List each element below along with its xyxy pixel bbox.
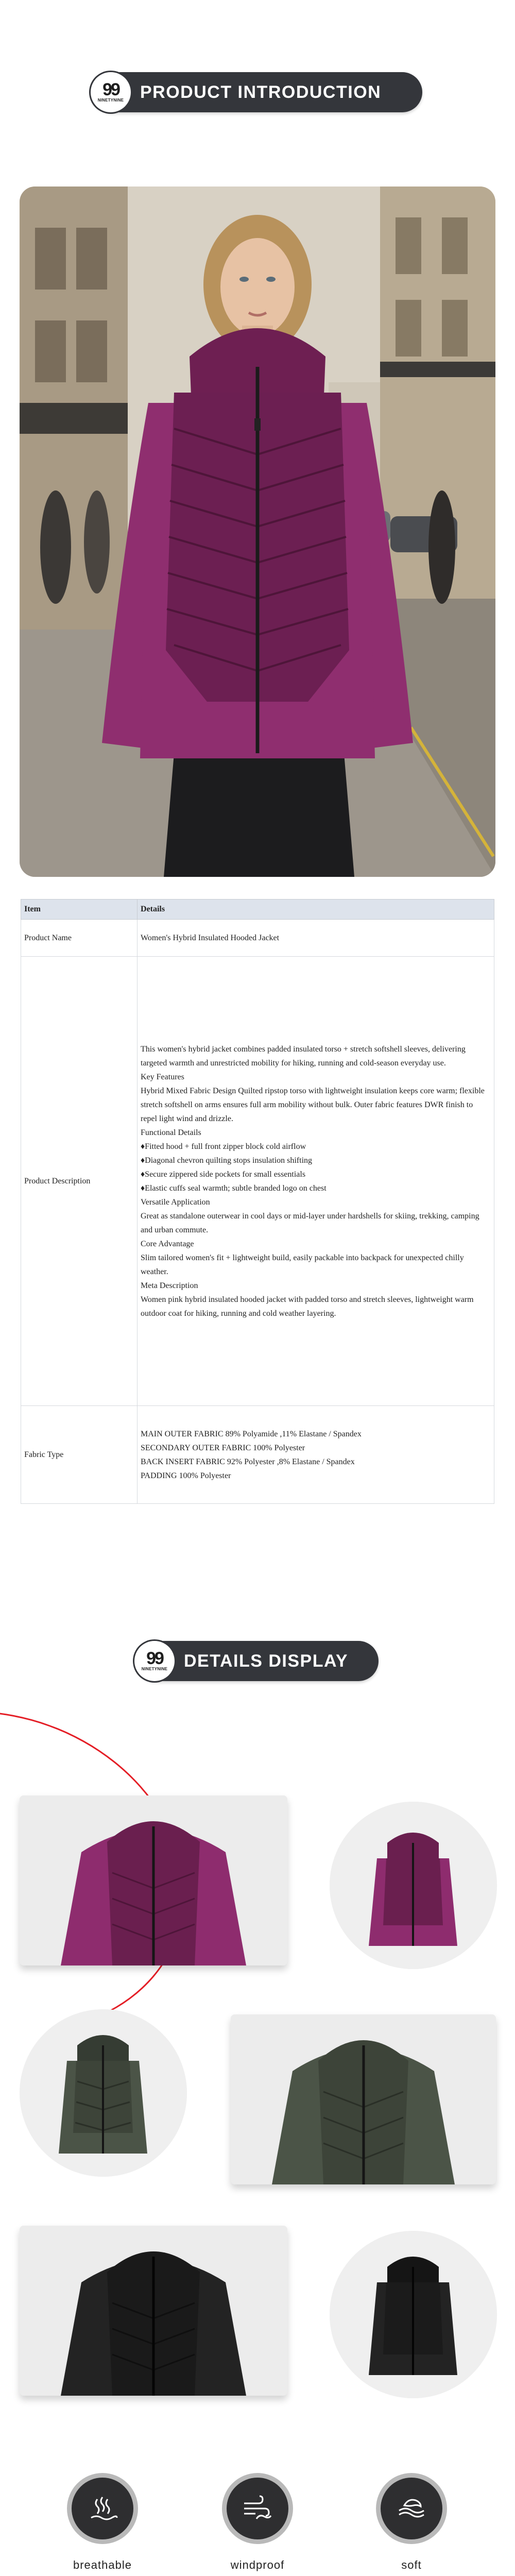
description-line: ♦Secure zippered side pockets for small essentials bbox=[141, 1170, 306, 1179]
description-line: Women pink hybrid insulated hooded jacket with padded torso and stretch sleeves, lightweight warm outdoor coat for hiking, running and cold weather layering. bbox=[141, 1295, 474, 1318]
gallery-image-magenta-closeup bbox=[20, 1795, 287, 1965]
section-header-details bbox=[136, 1641, 379, 1681]
feature-soft bbox=[360, 2473, 463, 2572]
table-row bbox=[21, 1406, 494, 1504]
breathable-icon bbox=[87, 2493, 118, 2524]
row-label-description: Product Description bbox=[21, 957, 138, 1406]
description-line: Functional Details bbox=[141, 1128, 201, 1137]
feature-label: windproof bbox=[230, 2558, 285, 2571]
description-line: Hybrid Mixed Fabric Design Quilted ripstop torso with lightweight insulation keeps core warm; flexible stretch softshell on arms ensures full arm mobility without bulk. Outer fabric features DWR finish to repel light wind and drizzle. bbox=[141, 1086, 485, 1123]
fabric-line: MAIN OUTER FABRIC 89% Polyamide ,11% Elastane / Spandex bbox=[141, 1429, 362, 1438]
feature-breathable bbox=[51, 2473, 154, 2572]
description-line: This women's hybrid jacket combines padded insulated torso + stretch softshell sleeves, delivering targeted warmth and unrestricted mobility for hiking, running and cold-season everyday use. bbox=[141, 1044, 466, 1067]
row-label-product-name: Product Name bbox=[21, 920, 138, 957]
description-line: Great as standalone outerwear in cool days or mid-layer under hardshells for skiing, trekking, camping and urban commute. bbox=[141, 1211, 479, 1234]
description-line: Key Features bbox=[141, 1072, 184, 1081]
table-header-details: Details bbox=[138, 900, 494, 920]
gallery-image-black-closeup bbox=[20, 2226, 287, 2396]
gallery-image-olive-closeup bbox=[231, 2014, 496, 2184]
brand-logo: 99 NINETYNINE bbox=[91, 72, 131, 112]
feature-label: soft bbox=[401, 2558, 422, 2571]
hero-product-photo bbox=[20, 187, 495, 877]
description-line: ♦Elastic cuffs seal warmth; subtle branded logo on chest bbox=[141, 1183, 327, 1193]
fabric-line: PADDING 100% Polyester bbox=[141, 1471, 231, 1480]
product-name-value: Women's Hybrid Insulated Hooded Jacket bbox=[138, 920, 494, 957]
gallery-image-olive-full bbox=[20, 2009, 187, 2177]
section-header-intro bbox=[93, 72, 422, 112]
fabric-type-value bbox=[138, 1406, 494, 1504]
feature-windproof bbox=[206, 2473, 309, 2572]
fabric-line: BACK INSERT FABRIC 92% Polyester ,8% Elastane / Spandex bbox=[141, 1457, 355, 1466]
feature-label: breathable bbox=[73, 2558, 132, 2571]
soft-icon bbox=[395, 2493, 428, 2524]
description-line: Slim tailored women's fit + lightweight build, easily packable into backpack for unexpected chilly weather. bbox=[141, 1253, 464, 1276]
description-line: Meta Description bbox=[141, 1281, 198, 1290]
table-header-item: Item bbox=[21, 900, 138, 920]
table-row bbox=[21, 920, 494, 957]
product-spec-table bbox=[21, 899, 494, 1504]
description-line: ♦Fitted hood + full front zipper block cold airflow bbox=[141, 1142, 306, 1151]
section-title-details: DETAILS DISPLAY bbox=[184, 1651, 349, 1671]
gallery-image-magenta-full bbox=[330, 1802, 497, 1969]
table-header-row bbox=[21, 900, 494, 920]
gallery-image-black-full bbox=[330, 2231, 497, 2398]
fabric-line: SECONDARY OUTER FABRIC 100% Polyester bbox=[141, 1443, 305, 1452]
section-title-intro: PRODUCT INTRODUCTION bbox=[140, 82, 382, 102]
product-description-value bbox=[138, 957, 494, 1406]
description-line: ♦Diagonal chevron quilting stops insulation shifting bbox=[141, 1156, 313, 1165]
brand-logo: 99 NINETYNINE bbox=[134, 1641, 175, 1681]
description-line: Versatile Application bbox=[141, 1197, 210, 1207]
row-label-fabric: Fabric Type bbox=[21, 1406, 138, 1504]
table-row bbox=[21, 957, 494, 1406]
description-line: Core Advantage bbox=[141, 1239, 194, 1248]
windproof-icon bbox=[241, 2493, 274, 2524]
